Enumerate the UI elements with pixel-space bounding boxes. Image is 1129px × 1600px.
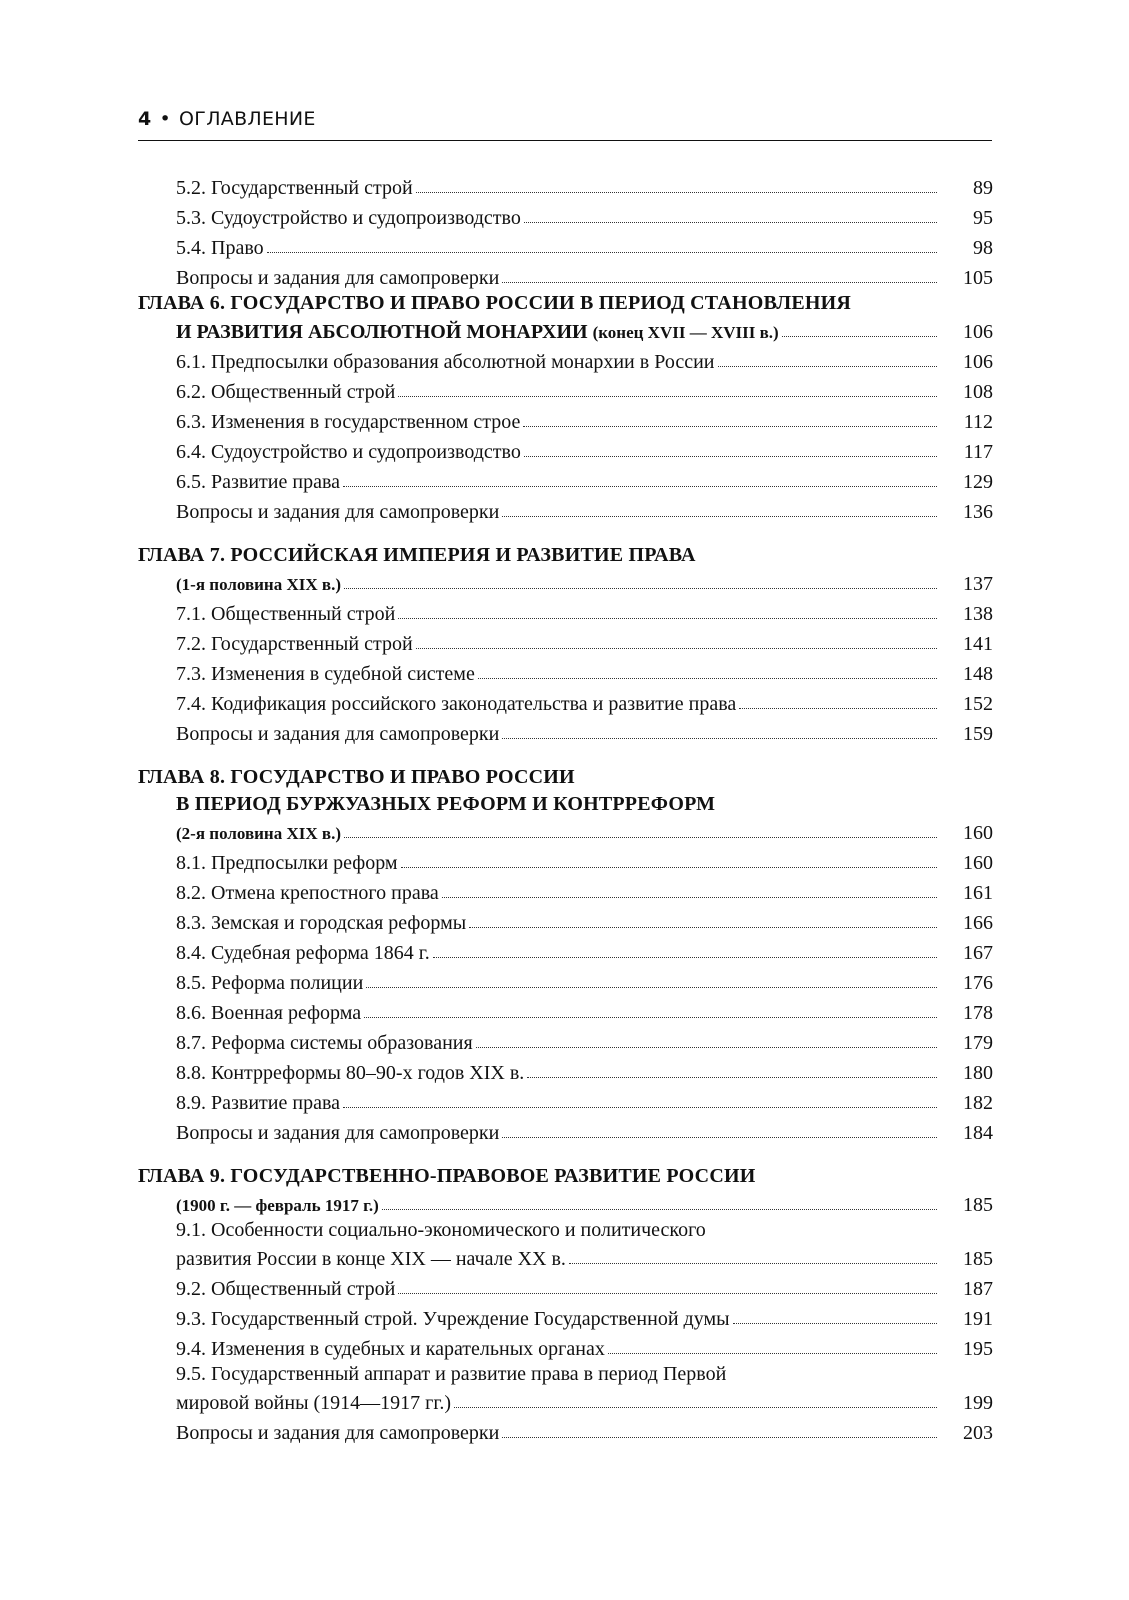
entry-page-number: 187	[963, 1278, 993, 1300]
chapter-entry[interactable]	[138, 1190, 993, 1217]
toc-entry[interactable]	[138, 1301, 993, 1331]
entry-label: 5.2. Государственный строй	[176, 177, 413, 199]
toc-entry[interactable]	[138, 260, 993, 290]
toc-entry[interactable]	[138, 1415, 993, 1445]
chapter-heading	[138, 1163, 993, 1217]
entry-page-number: 138	[963, 603, 993, 625]
header-rule	[138, 140, 992, 141]
toc-entry[interactable]	[138, 344, 993, 374]
entry-page-number: 117	[963, 441, 993, 463]
dot-leader	[416, 192, 937, 193]
entry-page-number: 203	[963, 1422, 993, 1444]
entry-page-number: 167	[963, 942, 993, 964]
dot-leader	[416, 648, 937, 649]
entry-page-number: 191	[963, 1308, 993, 1330]
entry-label: 6.5. Развитие права	[176, 471, 341, 493]
dot-leader	[502, 1137, 937, 1138]
toc-entry-first-line: 9.5. Государственный аппарат и развитие права в период Первой	[176, 1363, 727, 1385]
entry-label: 6.2. Общественный строй	[176, 381, 396, 403]
toc-entry[interactable]	[138, 656, 993, 686]
toc-entry[interactable]	[138, 1388, 993, 1415]
toc-entry[interactable]	[138, 995, 993, 1025]
chapter-heading	[138, 290, 993, 344]
chapter-period: (1900 г. — февраль 1917 г.)	[176, 1196, 379, 1215]
dot-leader	[267, 252, 937, 253]
chapter-page-number: 106	[963, 321, 993, 343]
chapter-title-text: И РАЗВИТИЯ АБСОЛЮТНОЙ МОНАРХИИ	[176, 321, 588, 343]
entry-label: Вопросы и задания для самопроверки	[176, 267, 500, 289]
dot-leader	[502, 282, 937, 283]
chapter-title-line: ГЛАВА 6. ГОСУДАРСТВО И ПРАВО РОССИИ В ПЕРИОД СТАНОВЛЕНИЯ	[138, 292, 852, 314]
running-title: ОГЛАВЛЕНИЕ	[179, 108, 316, 130]
chapter-block	[138, 1163, 993, 1445]
dot-leader	[454, 1407, 937, 1408]
toc-entry[interactable]	[138, 626, 993, 656]
entry-page-number: 152	[963, 693, 993, 715]
entry-page-number: 129	[963, 471, 993, 493]
chapter-title-line: ГЛАВА 9. ГОСУДАРСТВЕННО-ПРАВОВОЕ РАЗВИТИЕ РОССИИ	[138, 1165, 756, 1187]
chapter-period: (конец XVII — XVIII в.)	[592, 323, 779, 342]
chapter-title-last	[176, 321, 779, 344]
toc-entry[interactable]	[138, 716, 993, 746]
entry-page-number: 160	[963, 852, 993, 874]
entry-page-number: 105	[963, 267, 993, 289]
entry-page-number: 199	[963, 1392, 993, 1414]
entry-label: 6.1. Предпосылки образования абсолютной монархии в России	[176, 351, 715, 373]
dot-leader	[524, 456, 937, 457]
entry-label: 8.2. Отмена крепостного права	[176, 882, 439, 904]
chapter-block	[138, 542, 993, 746]
chapter-period: (2-я половина XIX в.)	[176, 824, 341, 843]
chapter-title-line: В ПЕРИОД БУРЖУАЗНЫХ РЕФОРМ И КОНТРРЕФОРМ	[176, 793, 716, 815]
chapter-heading	[138, 764, 993, 845]
toc-entry[interactable]	[138, 170, 993, 200]
entry-label: 8.4. Судебная реформа 1864 г.	[176, 942, 430, 964]
entry-label: Вопросы и задания для самопроверки	[176, 1422, 500, 1444]
entry-label: мировой войны (1914—1917 гг.)	[176, 1392, 451, 1414]
toc-entry-first-line: 9.1. Особенности социально-экономического и политического	[176, 1219, 706, 1241]
dot-leader	[366, 987, 937, 988]
dot-leader	[718, 366, 938, 367]
entry-page-number: 176	[963, 972, 993, 994]
dot-leader	[569, 1263, 937, 1264]
chapter-page-number: 160	[963, 822, 993, 844]
toc-entry[interactable]	[138, 230, 993, 260]
dot-leader	[502, 738, 937, 739]
entry-label: 8.6. Военная реформа	[176, 1002, 362, 1024]
entry-label: Вопросы и задания для самопроверки	[176, 501, 500, 523]
chapter-title-last	[176, 1194, 379, 1217]
entry-label: 8.5. Реформа полиции	[176, 972, 364, 994]
entry-label: Вопросы и задания для самопроверки	[176, 1122, 500, 1144]
dot-leader	[433, 957, 937, 958]
dot-leader	[398, 1293, 937, 1294]
toc-entry[interactable]	[138, 404, 993, 434]
entry-label: 7.4. Кодификация российского законодательства и развитие права	[176, 693, 737, 715]
chapter-heading	[138, 542, 993, 596]
entry-page-number: 98	[973, 237, 993, 259]
dot-leader	[398, 396, 937, 397]
dot-leader	[476, 1047, 937, 1048]
entry-label: 6.3. Изменения в государственном строе	[176, 411, 521, 433]
dot-leader	[502, 516, 937, 517]
chapter-block	[138, 290, 993, 524]
entry-page-number: 141	[963, 633, 993, 655]
toc-entry[interactable]	[138, 596, 993, 626]
entry-label: 9.3. Государственный строй. Учреждение Государственной думы	[176, 1308, 730, 1330]
chapter-period: (1-я половина XIX в.)	[176, 575, 341, 594]
chapter-title-line: ГЛАВА 8. ГОСУДАРСТВО И ПРАВО РОССИИ	[138, 766, 575, 788]
chapter-title-last	[176, 822, 341, 845]
entry-page-number: 108	[963, 381, 993, 403]
dot-leader	[733, 1323, 937, 1324]
toc-entry[interactable]	[138, 965, 993, 995]
entry-page-number: 179	[963, 1032, 993, 1054]
dot-leader	[739, 708, 937, 709]
dot-leader	[608, 1353, 937, 1354]
entry-label: 5.4. Право	[176, 237, 264, 259]
toc-entry[interactable]	[138, 374, 993, 404]
entry-label: 6.4. Судоустройство и судопроизводство	[176, 441, 521, 463]
entry-page-number: 195	[963, 1338, 993, 1360]
entry-page-number: 95	[973, 207, 993, 229]
chapter-page-number: 185	[963, 1194, 993, 1216]
entry-label: 5.3. Судоустройство и судопроизводство	[176, 207, 521, 229]
toc-entry[interactable]	[138, 1025, 993, 1055]
toc-entry[interactable]	[138, 1085, 993, 1115]
dot-leader	[344, 837, 937, 838]
dot-leader	[478, 678, 937, 679]
toc-entry[interactable]	[138, 1331, 993, 1361]
entry-label: 8.9. Развитие права	[176, 1092, 341, 1114]
dot-leader	[344, 588, 937, 589]
entry-label: 8.8. Контрреформы 80–90-х годов XIX в.	[176, 1062, 525, 1084]
page-number: 4	[138, 108, 152, 130]
dot-leader	[364, 1017, 937, 1018]
entry-label: 7.3. Изменения в судебной системе	[176, 663, 475, 685]
chapter-entry[interactable]	[138, 818, 993, 845]
dot-leader	[401, 867, 937, 868]
entry-page-number: 180	[963, 1062, 993, 1084]
entry-label: 8.1. Предпосылки реформ	[176, 852, 398, 874]
entry-page-number: 178	[963, 1002, 993, 1024]
toc-entry[interactable]	[138, 1055, 993, 1085]
toc-continuation	[138, 170, 993, 290]
dot-leader	[382, 1209, 937, 1210]
entry-page-number: 148	[963, 663, 993, 685]
entry-page-number: 184	[963, 1122, 993, 1144]
dot-leader	[469, 927, 937, 928]
toc-entry[interactable]	[138, 875, 993, 905]
chapter-title-line: ГЛАВА 7. РОССИЙСКАЯ ИМПЕРИЯ И РАЗВИТИЕ ПРАВА	[138, 544, 696, 566]
dot-leader	[442, 897, 937, 898]
toc-entry[interactable]	[138, 845, 993, 875]
chapter-block	[138, 764, 993, 1145]
toc-entry[interactable]	[138, 686, 993, 716]
entry-page-number: 182	[963, 1092, 993, 1114]
entry-page-number: 161	[963, 882, 993, 904]
entry-label: Вопросы и задания для самопроверки	[176, 723, 500, 745]
running-head	[138, 108, 316, 130]
dot-leader	[502, 1437, 937, 1438]
entry-label: 7.1. Общественный строй	[176, 603, 396, 625]
entry-label: 8.7. Реформа системы образования	[176, 1032, 473, 1054]
entry-page-number: 185	[963, 1248, 993, 1270]
toc-entry[interactable]	[138, 464, 993, 494]
toc-entry[interactable]	[138, 905, 993, 935]
chapter-entry[interactable]	[138, 317, 993, 344]
dot-leader	[343, 486, 937, 487]
toc-entry[interactable]	[138, 935, 993, 965]
chapter-page-number: 137	[963, 573, 993, 595]
entry-page-number: 89	[973, 177, 993, 199]
entry-page-number: 112	[963, 411, 993, 433]
dot-leader	[343, 1107, 937, 1108]
entry-label: 8.3. Земская и городская реформы	[176, 912, 467, 934]
toc-entry[interactable]	[138, 200, 993, 230]
entry-label: 7.2. Государственный строй	[176, 633, 413, 655]
bullet-separator: •	[159, 108, 172, 130]
chapter-entry[interactable]	[138, 569, 993, 596]
entry-label: 9.4. Изменения в судебных и карательных органах	[176, 1338, 605, 1360]
entry-label: 9.2. Общественный строй	[176, 1278, 396, 1300]
dot-leader	[524, 222, 937, 223]
entry-page-number: 106	[963, 351, 993, 373]
toc-entry[interactable]	[138, 1115, 993, 1145]
entry-page-number: 159	[963, 723, 993, 745]
dot-leader	[527, 1077, 937, 1078]
dot-leader	[398, 618, 937, 619]
dot-leader	[782, 336, 937, 337]
entry-page-number: 166	[963, 912, 993, 934]
entry-page-number: 136	[963, 501, 993, 523]
dot-leader	[523, 426, 937, 427]
chapter-title-last	[176, 573, 341, 596]
toc-entry[interactable]	[138, 1244, 993, 1271]
toc-entry[interactable]	[138, 434, 993, 464]
table-of-contents	[138, 170, 993, 1445]
toc-entry[interactable]	[138, 494, 993, 524]
entry-label: развития России в конце XIX — начале XX в.	[176, 1248, 566, 1270]
toc-entry[interactable]	[138, 1271, 993, 1301]
